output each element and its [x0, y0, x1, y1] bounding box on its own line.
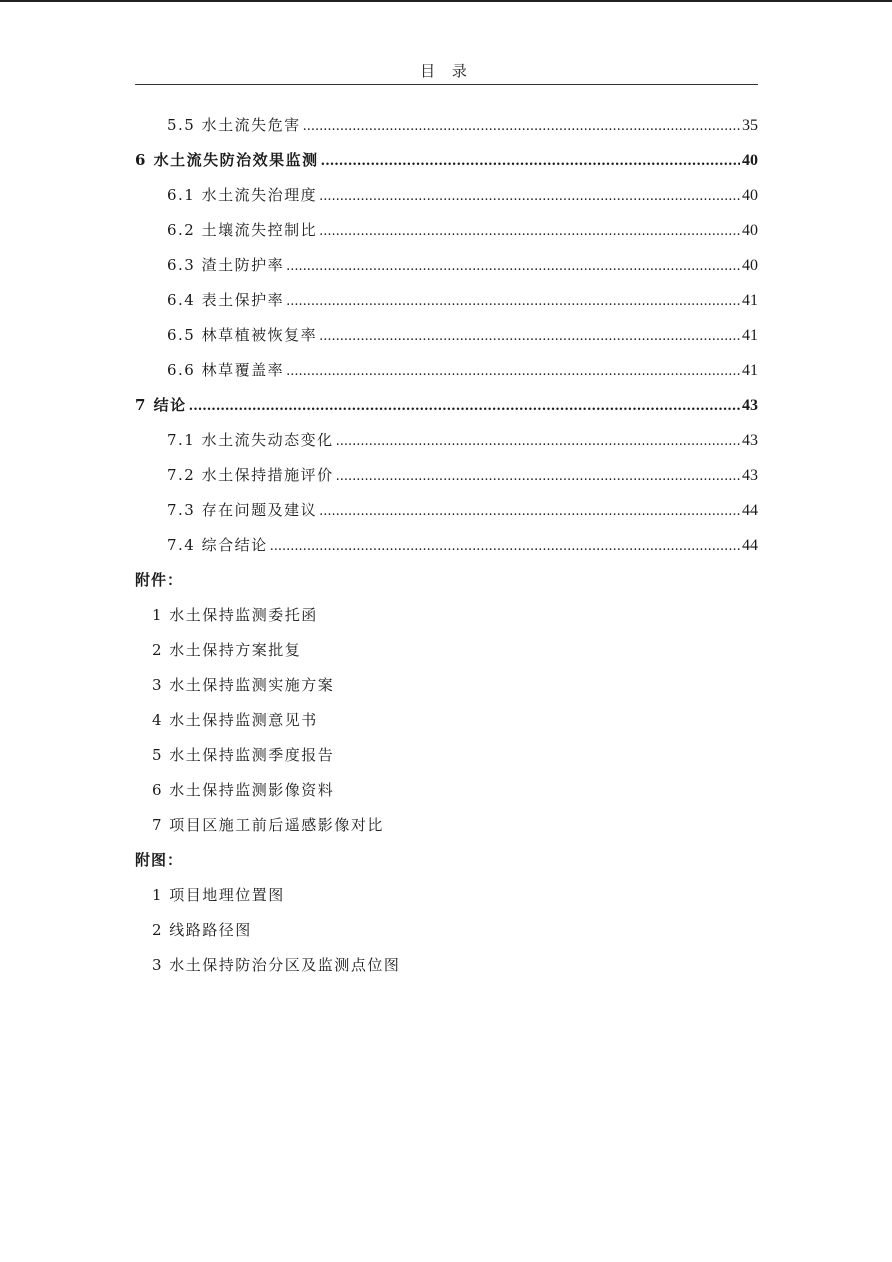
toc-entry-title: 7.2 水土保持措施评价	[167, 466, 334, 484]
toc-entry-title: 6.3 渣土防护率	[167, 256, 285, 274]
toc-entry-title: 6.6 林草覆盖率	[167, 361, 285, 379]
page-title: 目 录	[420, 62, 473, 80]
attachment-item[interactable]: 2 水土保持方案批复	[152, 641, 302, 659]
toc-leader-dots	[303, 109, 740, 144]
toc-entry[interactable]	[135, 353, 758, 388]
page-top-border	[0, 0, 892, 2]
toc-entry-page: 43	[742, 397, 758, 414]
toc-leader-dots	[319, 179, 740, 214]
toc-entry-page: 40	[742, 257, 758, 274]
toc-entry-page: 41	[742, 327, 758, 344]
toc-entry-title: 6 水土流失防治效果监测	[135, 151, 319, 169]
attachment-item[interactable]: 6 水土保持监测影像资料	[152, 781, 335, 799]
toc-entry[interactable]	[135, 283, 758, 318]
toc-leader-dots	[336, 459, 740, 494]
toc-leader-dots	[319, 494, 740, 529]
toc-chapter[interactable]	[135, 388, 758, 423]
attachment-item[interactable]: 4 水土保持监测意见书	[152, 711, 318, 729]
toc-entry-title: 6.5 林草植被恢复率	[167, 326, 318, 344]
toc-entry-title: 6.2 土壤流失控制比	[167, 221, 318, 239]
page-header	[135, 58, 758, 85]
attachment-item[interactable]: 5 水土保持监测季度报告	[152, 746, 335, 764]
toc-leader-dots	[189, 389, 740, 424]
toc-entry-page: 44	[742, 537, 758, 554]
toc-leader-dots	[321, 144, 740, 179]
toc-leader-dots	[286, 284, 740, 319]
toc-entry-page: 35	[742, 117, 758, 134]
toc-entry-page: 40	[742, 222, 758, 239]
toc-entry[interactable]	[135, 423, 758, 458]
toc-entry[interactable]	[135, 248, 758, 283]
toc-entry-page: 41	[742, 362, 758, 379]
toc-entry[interactable]	[135, 108, 758, 143]
toc-leader-dots	[336, 424, 740, 459]
table-of-contents	[135, 108, 758, 983]
toc-leader-dots	[286, 249, 740, 284]
toc-entry-page: 44	[742, 502, 758, 519]
figure-item[interactable]: 1 项目地理位置图	[152, 886, 285, 904]
attachment-item[interactable]: 3 水土保持监测实施方案	[152, 676, 335, 694]
toc-entry[interactable]	[135, 493, 758, 528]
toc-entry[interactable]	[135, 528, 758, 563]
toc-leader-dots	[319, 214, 740, 249]
toc-leader-dots	[286, 354, 740, 389]
toc-leader-dots	[319, 319, 740, 354]
toc-entry-page: 40	[742, 187, 758, 204]
toc-entry-title: 6.1 水土流失治理度	[167, 186, 318, 204]
attachments-heading: 附件：	[135, 571, 184, 589]
toc-entry-title: 7.3 存在问题及建议	[167, 501, 318, 519]
toc-entry-page: 43	[742, 432, 758, 449]
toc-entry-page: 43	[742, 467, 758, 484]
toc-entry-title: 7.1 水土流失动态变化	[167, 431, 334, 449]
attachment-item[interactable]: 1 水土保持监测委托函	[152, 606, 318, 624]
figure-item[interactable]: 3 水土保持防治分区及监测点位图	[152, 956, 401, 974]
figure-item[interactable]: 2 线路路径图	[152, 921, 252, 939]
toc-entry[interactable]	[135, 318, 758, 353]
attachment-item[interactable]: 7 项目区施工前后遥感影像对比	[152, 816, 384, 834]
toc-entry-page: 40	[742, 152, 758, 169]
figures-heading: 附图：	[135, 851, 184, 869]
toc-entry-title: 7 结论	[135, 396, 187, 414]
toc-leader-dots	[270, 529, 740, 564]
toc-entry-page: 41	[742, 292, 758, 309]
toc-entry-title: 6.4 表土保护率	[167, 291, 285, 309]
toc-entry[interactable]	[135, 213, 758, 248]
toc-entry[interactable]	[135, 458, 758, 493]
toc-entry-title: 7.4 综合结论	[167, 536, 268, 554]
toc-entry-title: 5.5 水土流失危害	[167, 116, 301, 134]
toc-chapter[interactable]	[135, 143, 758, 178]
toc-entry[interactable]	[135, 178, 758, 213]
